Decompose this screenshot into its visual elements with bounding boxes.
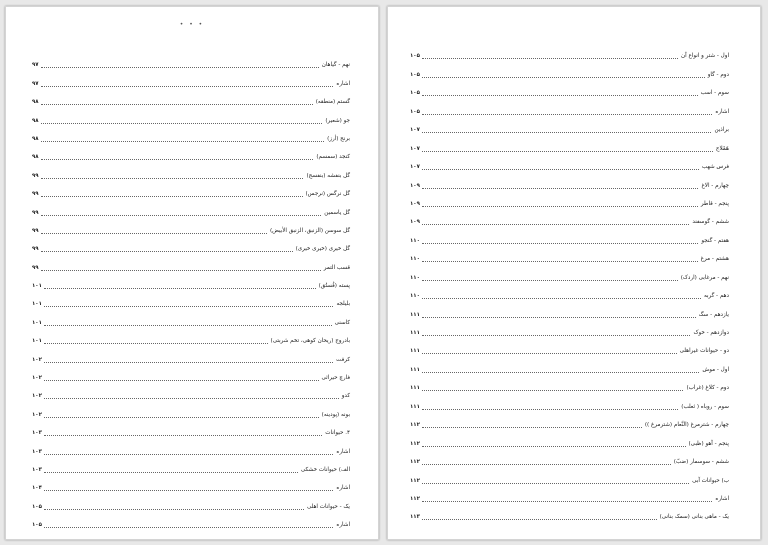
- toc-entry-title: بونه (پودینه): [321, 411, 350, 418]
- toc-entry-page-number: ۱۱۰: [410, 256, 420, 263]
- toc-entry[interactable]: [410, 226, 729, 244]
- dotted-leader: [422, 463, 671, 465]
- dotted-leader: [422, 352, 677, 354]
- toc-entry-page-number: ۱۰۱: [32, 283, 42, 290]
- toc-entry[interactable]: [410, 134, 729, 152]
- toc-entry[interactable]: [32, 143, 350, 161]
- toc-entry-page-number: ۱۰۱: [32, 319, 42, 326]
- toc-entry-page-number: ۱۰۹: [410, 200, 420, 207]
- toc-entry[interactable]: [410, 42, 729, 60]
- toc-entry-title: اشاره: [336, 80, 350, 87]
- dotted-leader: [41, 177, 304, 179]
- toc-entry-title: فارچ حیراثی: [321, 375, 350, 382]
- toc-entry[interactable]: [32, 437, 350, 455]
- toc-entry[interactable]: [32, 400, 350, 418]
- toc-entry-page-number: ۱۰۵: [32, 522, 42, 529]
- dotted-leader: [422, 131, 712, 133]
- dotted-leader: [44, 324, 332, 326]
- toc-entry-page-number: ۱۱۲: [410, 440, 420, 447]
- toc-entry-page-number: ۹۹: [32, 172, 39, 179]
- dotted-leader: [422, 482, 689, 484]
- toc-entry-title: یک - حیوانات اهلی: [306, 503, 350, 510]
- dotted-leader: [41, 269, 321, 271]
- dotted-leader: [422, 76, 705, 78]
- toc-entry[interactable]: [32, 51, 350, 69]
- toc-entry[interactable]: [32, 382, 350, 400]
- toc-entry[interactable]: [410, 337, 729, 355]
- dotted-leader: [41, 66, 319, 68]
- toc-entry-title: براذین: [714, 127, 729, 134]
- dotted-leader: [422, 113, 713, 115]
- toc-entry-page-number: ۱۰۹: [410, 182, 420, 189]
- toc-entry[interactable]: [32, 217, 350, 235]
- toc-entry-page-number: ۱۱۱: [410, 348, 420, 355]
- toc-page-left: [5, 6, 379, 540]
- toc-entry[interactable]: [32, 106, 350, 124]
- dotted-leader: [44, 471, 298, 473]
- toc-entry-title: گل یاسمین: [324, 209, 350, 216]
- toc-entry-page-number: ۱۱۱: [410, 385, 420, 392]
- toc-entry-title: دو - حیوانات غیراهلی: [679, 348, 729, 355]
- dotted-leader: [41, 158, 314, 160]
- toc-entry-page-number: ۹۸: [32, 154, 39, 161]
- toc-entry-title: ب) حیوانات آبی: [692, 477, 729, 484]
- toc-entry-title: پنجم - قاطر: [700, 200, 729, 207]
- toc-entry[interactable]: [32, 253, 350, 271]
- toc-entry[interactable]: [410, 190, 729, 208]
- toc-entry-page-number: ۱۱۲: [410, 459, 420, 466]
- toc-entry-page-number: ۹۷: [32, 62, 39, 69]
- toc-entry-title: اشاره: [336, 448, 350, 455]
- toc-entry-page-number: ۱۰۵: [410, 90, 420, 97]
- toc-entry[interactable]: [32, 364, 350, 382]
- toc-entry-title: اول - موش: [702, 366, 729, 373]
- toc-entry-page-number: ۹۹: [32, 246, 39, 253]
- dotted-leader: [422, 316, 696, 318]
- dotted-leader: [422, 297, 701, 299]
- toc-entry-page-number: ۹۸: [32, 117, 39, 124]
- dotted-leader: [422, 205, 698, 207]
- toc-entry[interactable]: [410, 116, 729, 134]
- toc-entry-title: اشاره: [336, 522, 350, 529]
- dotted-leader: [44, 489, 334, 491]
- toc-entry-title: نهم - مرغابی (اردک): [680, 274, 729, 281]
- toc-entry[interactable]: [32, 290, 350, 308]
- toc-entry[interactable]: [410, 300, 729, 318]
- dotted-leader: [422, 334, 691, 336]
- toc-entry[interactable]: [410, 171, 729, 189]
- toc-entry-page-number: ۱۱۲: [410, 495, 420, 502]
- toc-entry-page-number: ۱۱۳: [410, 514, 420, 521]
- toc-entry[interactable]: [410, 282, 729, 300]
- toc-entry-page-number: ۱۱۱: [410, 311, 420, 318]
- toc-entry-page-number: ۱۰۷: [410, 164, 420, 171]
- toc-entry[interactable]: [32, 419, 350, 437]
- toc-entry-title: ۴. حیوانات: [325, 430, 350, 437]
- dotted-leader: [41, 195, 303, 197]
- dotted-leader: [44, 397, 339, 399]
- toc-entry-title: پسته (فُستُق): [318, 283, 350, 290]
- toc-entry[interactable]: [32, 125, 350, 143]
- toc-entry-page-number: ۱۰۴: [32, 485, 42, 492]
- dotted-leader: [422, 187, 699, 189]
- dotted-leader: [422, 371, 700, 373]
- toc-entry-page-number: ۱۰۷: [410, 127, 420, 134]
- toc-entry-page-number: ۱۰۳: [32, 448, 42, 455]
- dotted-leader: [44, 305, 334, 307]
- dotted-leader: [422, 150, 713, 152]
- toc-list-left: [32, 51, 350, 529]
- toc-entry-page-number: ۱۰۱: [32, 338, 42, 345]
- toc-entry[interactable]: [410, 60, 729, 78]
- toc-entry[interactable]: [32, 308, 350, 326]
- dotted-leader: [44, 361, 333, 363]
- toc-entry-title: نهم - گیاهان: [321, 62, 350, 69]
- toc-entry-page-number: ۹۹: [32, 264, 39, 271]
- toc-entry-title: کنجد (سمسم): [316, 154, 350, 161]
- toc-entry[interactable]: [32, 198, 350, 216]
- dotted-leader: [44, 508, 304, 510]
- dotted-leader: [422, 426, 642, 428]
- dotted-leader: [422, 168, 699, 170]
- dotted-leader: [44, 416, 319, 418]
- toc-entry[interactable]: [32, 180, 350, 198]
- toc-entry-title: دوم - گاو: [707, 71, 729, 78]
- toc-entry-page-number: ۹۹: [32, 209, 39, 216]
- toc-entry[interactable]: [410, 97, 729, 115]
- toc-entry[interactable]: [410, 411, 729, 429]
- toc-entry-title: گل سوسن (الزنبق، الزنبق الأبیض): [269, 227, 350, 234]
- toc-entry-page-number: ۱۱۰: [410, 237, 420, 244]
- toc-entry-title: برنج (أرز): [327, 135, 350, 142]
- toc-page-right: [387, 6, 761, 540]
- toc-entry[interactable]: [32, 511, 350, 529]
- toc-entry[interactable]: [32, 161, 350, 179]
- toc-entry-title: اول - شتر و انواع آن: [681, 53, 729, 60]
- toc-entry-title: کرفت: [336, 356, 350, 363]
- dotted-leader: [422, 57, 678, 59]
- toc-entry-page-number: ۱۰۲: [32, 356, 42, 363]
- toc-entry[interactable]: [410, 429, 729, 447]
- toc-entry-page-number: ۹۸: [32, 99, 39, 106]
- toc-entry-title: هفتم - گنجو: [701, 237, 729, 244]
- toc-entry-title: چهارم - شترمرغ (النَّعام (شترمرغ )): [644, 422, 729, 429]
- toc-entry[interactable]: [32, 474, 350, 492]
- dotted-leader: [422, 260, 698, 262]
- toc-entry[interactable]: [410, 485, 729, 503]
- toc-entry[interactable]: [410, 208, 729, 226]
- toc-entry[interactable]: [410, 374, 729, 392]
- toc-entry-title: هشتم - مرغ: [700, 256, 729, 263]
- toc-entry-title: فرس شهب: [701, 164, 729, 171]
- toc-entry-title: سوم - روباه ( ثعلب): [681, 403, 729, 410]
- toc-entry-title: ششم - سوسمار (ضبّ): [673, 459, 729, 466]
- toc-entry-title: هَمْلاج: [715, 145, 729, 152]
- toc-entry-title: اشاره: [336, 485, 350, 492]
- toc-entry-title: بلیلجه: [336, 301, 350, 308]
- toc-entry-title: دوازدهم - خوک: [693, 330, 729, 336]
- toc-entry[interactable]: [410, 466, 729, 484]
- toc-entry[interactable]: [32, 88, 350, 106]
- toc-entry[interactable]: [410, 355, 729, 373]
- toc-entry-page-number: ۱۱۱: [410, 366, 420, 373]
- toc-entry-page-number: ۱۰۲: [32, 375, 42, 382]
- dotted-leader: [422, 389, 684, 391]
- toc-entry[interactable]: [32, 235, 350, 253]
- toc-entry-page-number: ۱۰۳: [32, 430, 42, 437]
- dotted-leader: [44, 453, 334, 455]
- toc-entry-title: گستم (منطقه): [315, 99, 350, 106]
- toc-entry[interactable]: [32, 492, 350, 510]
- toc-entry[interactable]: [410, 79, 729, 97]
- toc-entry-page-number: ۹۸: [32, 135, 39, 142]
- toc-entry-title: چهارم - الاغ: [701, 182, 729, 189]
- toc-entry[interactable]: [410, 245, 729, 263]
- toc-entry-title: جو (شعیر): [325, 117, 350, 124]
- toc-entry[interactable]: [410, 153, 729, 171]
- toc-entry-page-number: ۱۰۵: [410, 108, 420, 115]
- dotted-leader: [41, 103, 313, 105]
- dotted-leader: [422, 518, 657, 520]
- toc-entry-page-number: ۱۰۹: [410, 219, 420, 226]
- toc-entry-page-number: ۹۹: [32, 227, 39, 234]
- toc-entry[interactable]: [32, 456, 350, 474]
- dotted-leader: [41, 250, 293, 252]
- toc-entry-title: قسب التمر: [323, 264, 350, 271]
- toc-entry-page-number: ۱۰۵: [32, 503, 42, 510]
- toc-entry-title: ششم - گوسفند: [692, 219, 729, 226]
- toc-entry-page-number: ۱۱۱: [410, 330, 420, 336]
- dotted-leader: [422, 500, 713, 502]
- toc-entry[interactable]: [410, 503, 729, 521]
- toc-entry-page-number: ۱۰۵: [410, 53, 420, 60]
- dotted-leader: [44, 287, 316, 289]
- dotted-leader: [41, 85, 334, 87]
- toc-entry-page-number: ۹۷: [32, 80, 39, 87]
- toc-entry-page-number: ۱۱۲: [410, 477, 420, 484]
- dotted-leader: [44, 434, 322, 436]
- dotted-leader: [41, 232, 267, 234]
- dotted-leader: [422, 279, 678, 281]
- toc-entry-title: کاسنی: [334, 319, 350, 326]
- toc-entry[interactable]: [410, 263, 729, 281]
- dotted-leader: [422, 242, 699, 244]
- dotted-leader: [44, 379, 319, 381]
- toc-entry[interactable]: [32, 69, 350, 87]
- toc-entry-page-number: ۱۰۵: [410, 71, 420, 78]
- dotted-leader: [422, 94, 698, 96]
- toc-entry-title: اشاره: [715, 108, 729, 115]
- toc-entry-title: سوم - اسب: [700, 90, 729, 97]
- toc-entry-page-number: ۱۰۲: [32, 411, 42, 418]
- toc-entry-title: کدو: [341, 393, 350, 400]
- dotted-leader: [44, 526, 334, 528]
- toc-entry[interactable]: [410, 392, 729, 410]
- dotted-leader: [422, 408, 678, 410]
- dotted-leader: [44, 342, 268, 344]
- toc-entry-page-number: ۱۰۳: [32, 466, 42, 473]
- toc-entry[interactable]: [410, 448, 729, 466]
- toc-entry-title: پنجم - آهو (ظبی): [688, 440, 729, 447]
- toc-entry-title: الف) حیوانات خشکی: [300, 466, 350, 473]
- toc-entry-title: گل نرگس (نرجس): [305, 191, 350, 198]
- toc-entry[interactable]: [32, 272, 350, 290]
- toc-entry[interactable]: [32, 345, 350, 363]
- toc-entry-title: یک - ماهی بنانی (سمک بنانی): [659, 514, 729, 521]
- page-header-mark: • • •: [179, 21, 205, 28]
- toc-entry-title: اشاره: [715, 495, 729, 502]
- toc-entry-page-number: ۱۱۲: [410, 422, 420, 429]
- toc-entry-page-number: ۱۰۷: [410, 145, 420, 152]
- toc-entry-title: دهم - گربه: [703, 293, 729, 300]
- dotted-leader: [41, 122, 323, 124]
- toc-entry-page-number: ۱۰۱: [32, 301, 42, 308]
- toc-entry[interactable]: [410, 319, 729, 337]
- toc-entry-title: گل بنفشه (بنفسج): [306, 172, 350, 179]
- dotted-leader: [41, 140, 324, 142]
- toc-entry-title: یازدهم - سگ: [698, 311, 729, 318]
- dotted-leader: [422, 223, 689, 225]
- dotted-leader: [41, 214, 322, 216]
- dotted-leader: [422, 445, 686, 447]
- toc-entry-page-number: ۱۱۱: [410, 403, 420, 410]
- toc-entry-page-number: ۱۱۰: [410, 274, 420, 281]
- toc-entry-title: گل خیری (خیری خیری): [295, 246, 350, 253]
- toc-entry-page-number: ۱۱۰: [410, 293, 420, 300]
- toc-entry-page-number: ۱۰۲: [32, 393, 42, 400]
- toc-entry-title: دوم - کلاغ (غراب): [686, 385, 729, 392]
- toc-list-right: [410, 42, 729, 521]
- toc-entry-title: بادروج (ریحان کوهی، تخم شربتی): [270, 338, 350, 345]
- toc-entry-page-number: ۹۹: [32, 191, 39, 198]
- toc-entry[interactable]: [32, 327, 350, 345]
